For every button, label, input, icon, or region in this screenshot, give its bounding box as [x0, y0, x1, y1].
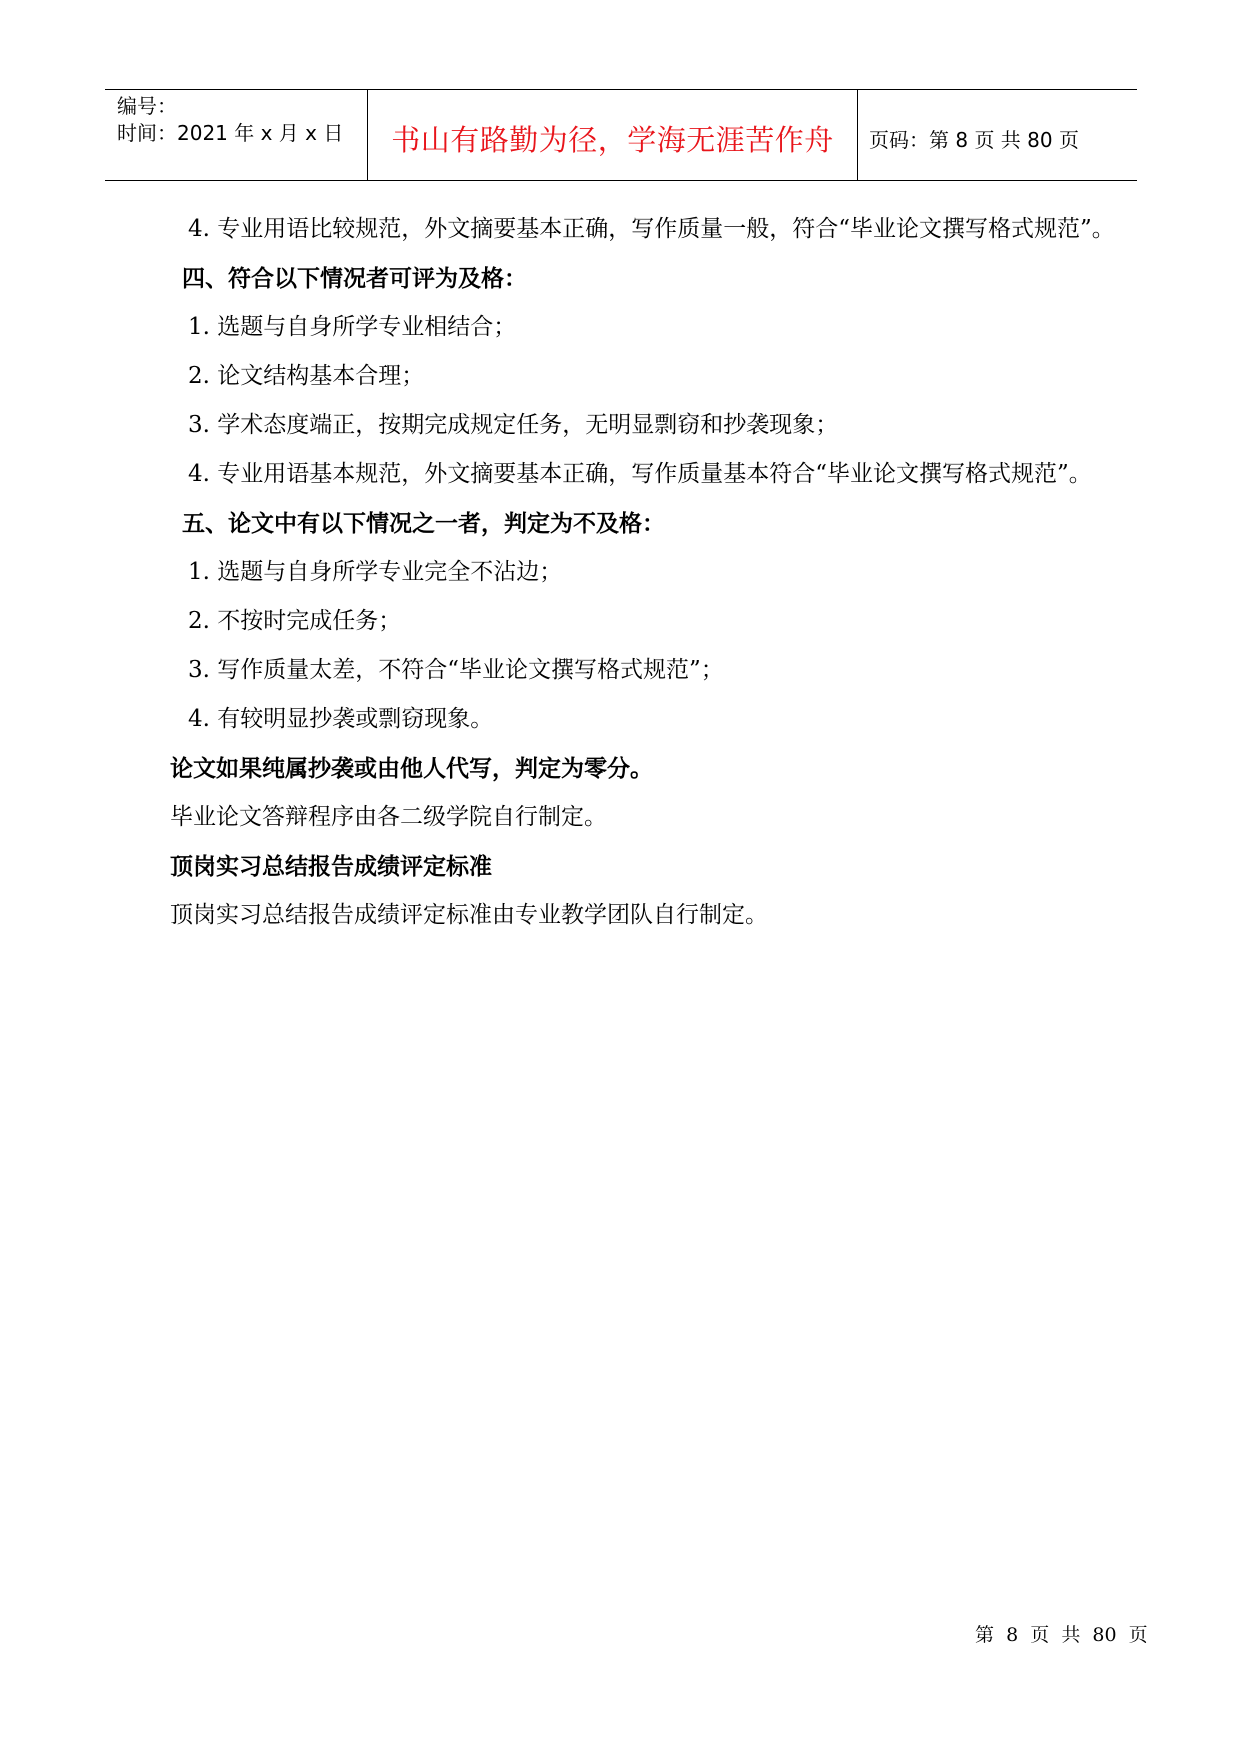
section-heading: 四、符合以下情况者可评为及格：	[182, 265, 527, 292]
list-item: 4. 有较明显抄袭或剽窃现象。	[188, 706, 494, 732]
page-footer: 第 8 页 共 80 页	[975, 1624, 1148, 1646]
header-motto: 书山有路勤为径，学海无涯苦作舟	[391, 122, 834, 157]
header-motto-cell	[368, 90, 858, 180]
list-item: 3. 学术态度端正，按期完成规定任务，无明显剽窃和抄袭现象；	[188, 412, 839, 438]
defense-rule: 毕业论文答辩程序由各二级学院自行制定。	[170, 804, 607, 830]
page-header	[105, 89, 1137, 181]
header-page-cell	[858, 90, 1137, 180]
zero-score-rule: 论文如果纯属抄袭或由他人代写，判定为零分。	[170, 755, 653, 782]
internship-rule: 顶岗实习总结报告成绩评定标准由专业教学团队自行制定。	[170, 902, 768, 928]
header-page-label: 页码：第 8 页 共 80 页	[869, 127, 1079, 152]
list-item: 2. 论文结构基本合理；	[188, 363, 425, 389]
document-number-label: 编号：	[117, 94, 177, 118]
section-heading: 五、论文中有以下情况之一者，判定为不及格：	[182, 510, 665, 537]
list-item: 3. 写作质量太差，不符合“毕业论文撰写格式规范”；	[188, 657, 724, 683]
list-item: 1. 选题与自身所学专业完全不沾边；	[188, 559, 563, 585]
header-meta	[105, 90, 368, 180]
list-item: 1. 选题与自身所学专业相结合；	[188, 314, 517, 340]
document-time-label: 时间：2021 年 x 月 x 日	[117, 121, 344, 145]
list-item: 2. 不按时完成任务；	[188, 608, 402, 634]
document-body	[140, 205, 1132, 940]
list-item: 4. 专业用语基本规范，外文摘要基本正确，写作质量基本符合“毕业论文撰写格式规范”。	[188, 461, 1092, 487]
internship-heading: 顶岗实习总结报告成绩评定标准	[170, 853, 492, 880]
paragraph-item: 4. 专业用语比较规范，外文摘要基本正确，写作质量一般，符合“毕业论文撰写格式规范”。	[188, 216, 1115, 242]
